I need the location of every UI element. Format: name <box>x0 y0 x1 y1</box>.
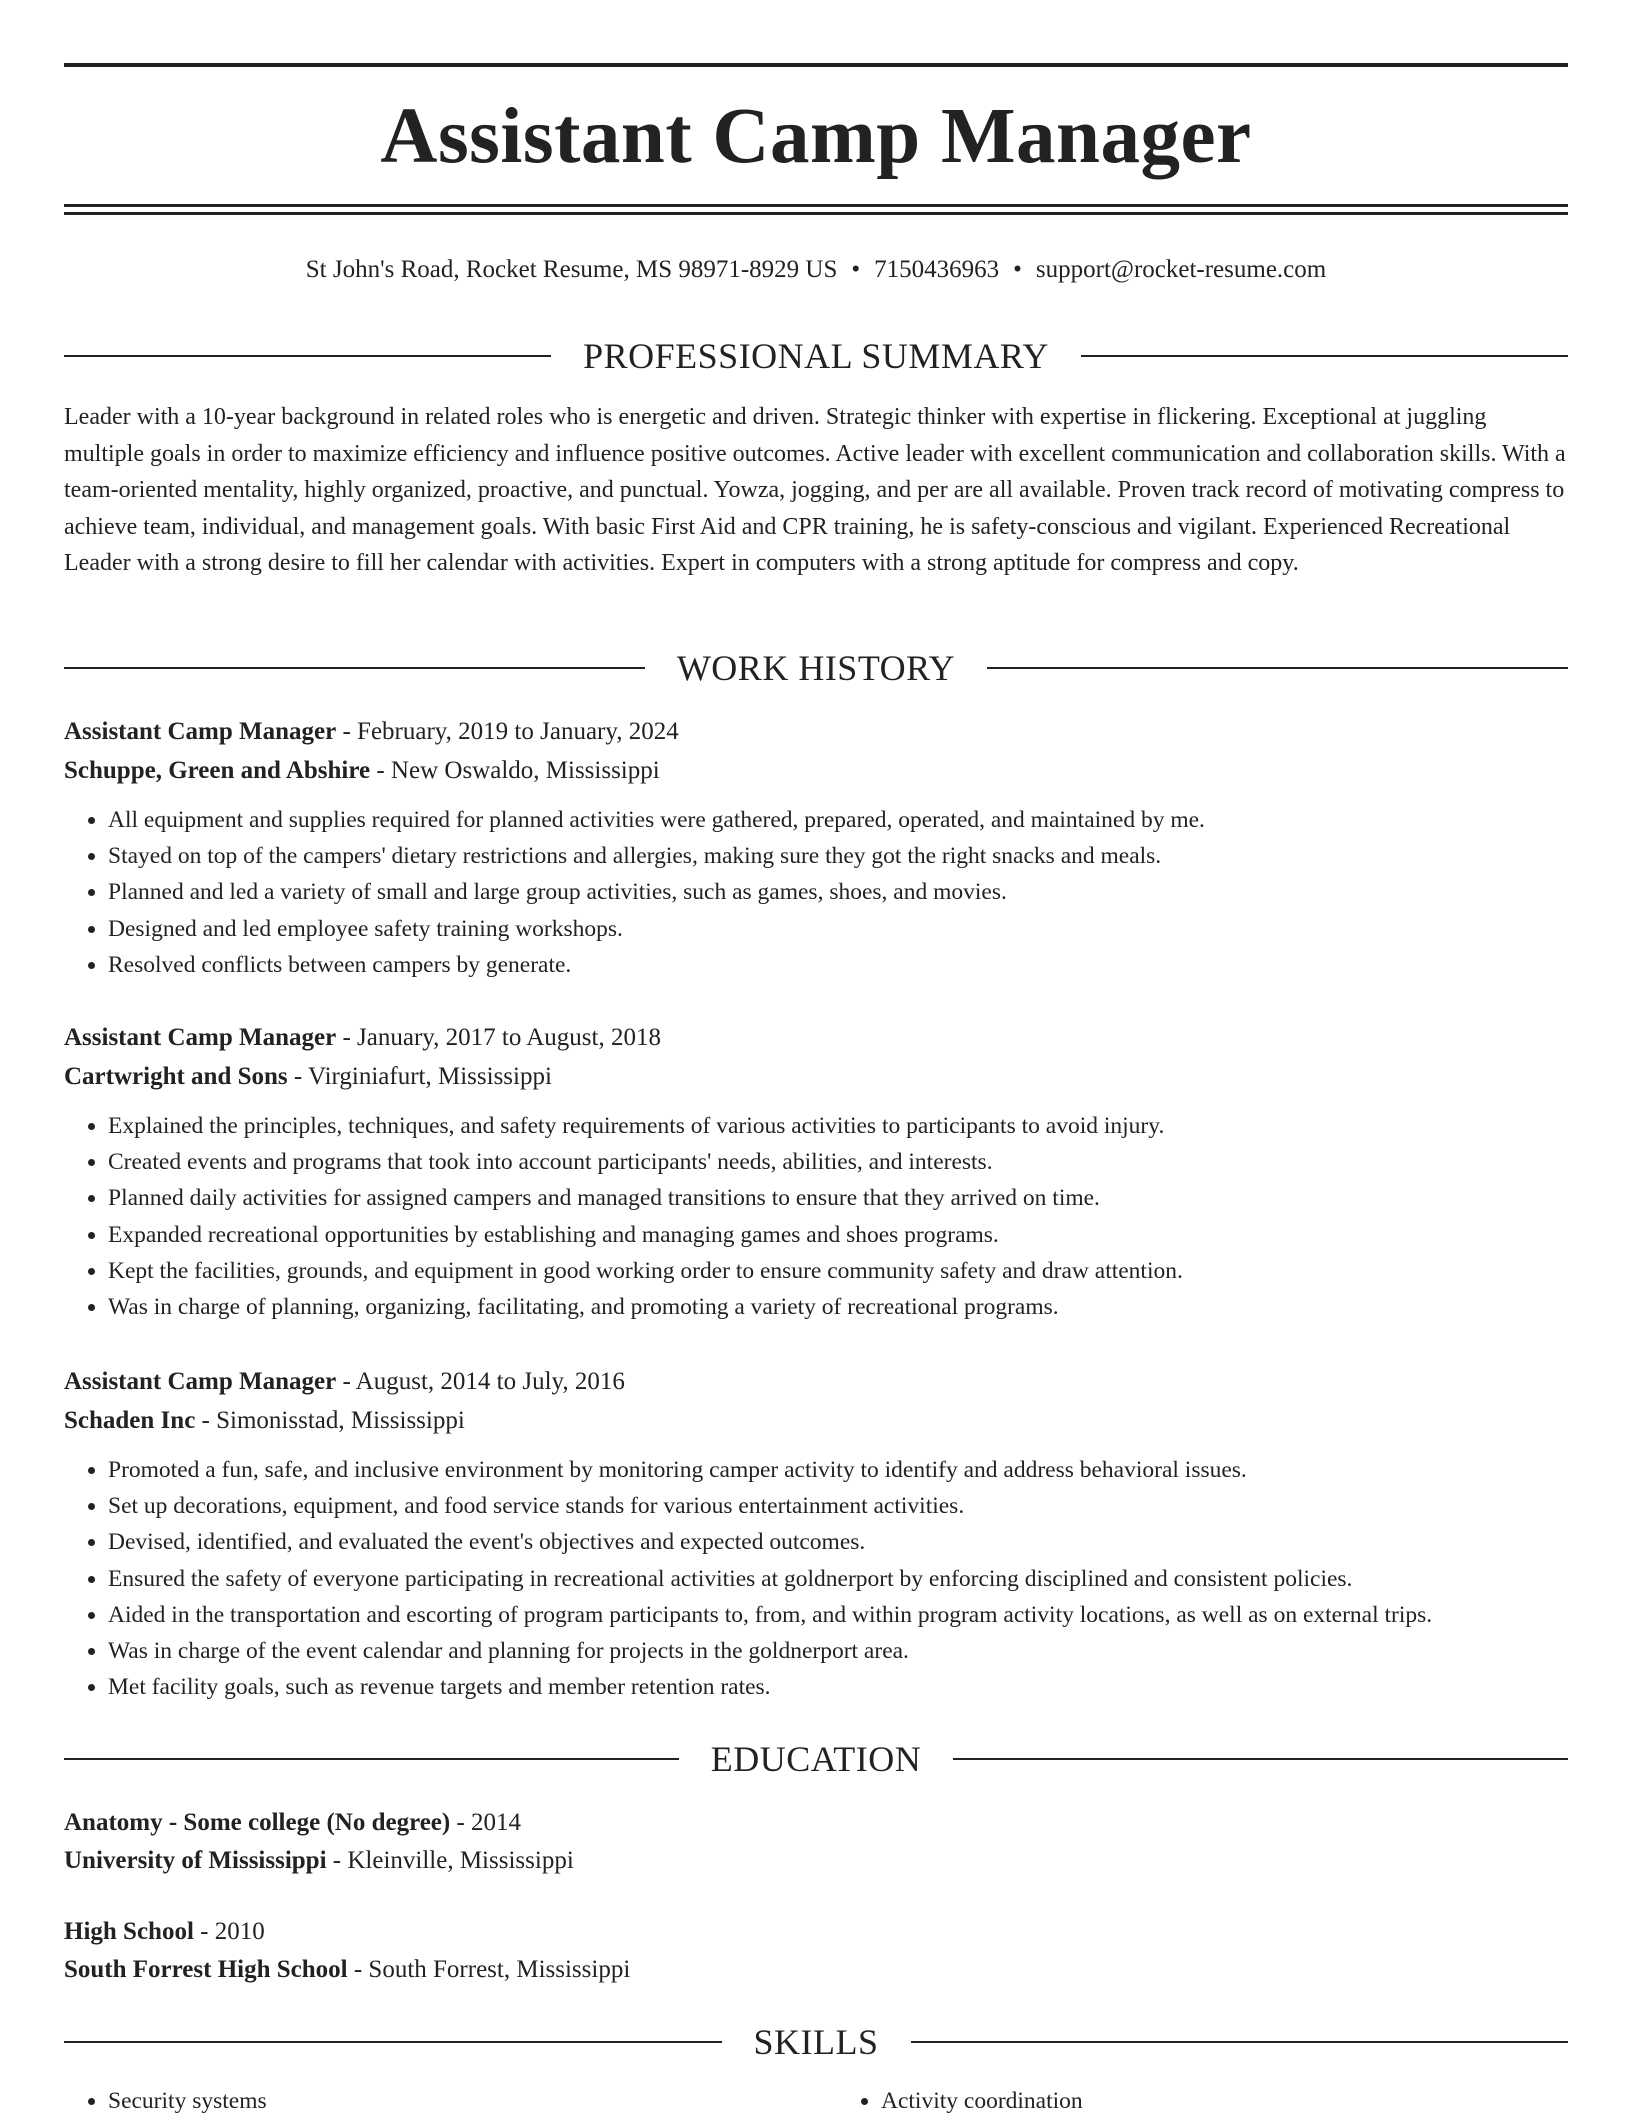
job-dates: - January, 2017 to August, 2018 <box>336 1024 661 1051</box>
job-title: Assistant Camp Manager <box>64 718 337 745</box>
job-bullet: • Designed and led employee safety training workshops. <box>108 911 1568 947</box>
section-rule-right <box>987 667 1568 669</box>
skills-column-left <box>64 2083 795 2119</box>
job-company-line <box>64 751 1568 790</box>
job-bullet: • Expanded recreational opportunities by establishing and managing games and shoes programs. <box>108 1217 1568 1253</box>
section-rule-left <box>64 2041 722 2043</box>
education-school: South Forrest High School <box>64 1956 348 1983</box>
job-company: Cartwright and Sons <box>64 1063 288 1090</box>
education-location: - Kleinville, Mississippi <box>326 1847 574 1874</box>
section-rule-left <box>64 355 551 357</box>
job-title: Assistant Camp Manager <box>64 1024 337 1051</box>
skill-item: • Security systems <box>108 2083 795 2119</box>
job-bullet: • Resolved conflicts between campers by generate. <box>108 947 1568 983</box>
section-header-work-history <box>64 650 1568 686</box>
contact-separator: • <box>851 256 861 283</box>
job-bullet: • Explained the principles, techniques, and safety requirements of various activities to participants to avoid injury. <box>108 1108 1568 1144</box>
skill-item: • Activity coordination <box>881 2083 1568 2119</box>
job-entry <box>64 712 1568 983</box>
section-title: WORK HISTORY <box>676 648 956 688</box>
education-degree-line <box>64 1804 1568 1842</box>
education-school-line <box>64 1951 1568 1989</box>
resume-header <box>64 63 1568 215</box>
education-school-line <box>64 1842 1568 1880</box>
job-bullet: • Ensured the safety of everyone participating in recreational activities at goldnerport by enforcing disciplined and consistent policies. <box>108 1561 1568 1597</box>
education-school: University of Mississippi <box>64 1847 327 1874</box>
section-header-skills <box>64 2024 1568 2060</box>
contact-email: support@rocket-resume.com <box>1035 256 1327 283</box>
skills-list <box>64 2083 1568 2119</box>
summary-paragraph: Leader with a 10-year background in related roles who is energetic and driven. Strategic thinker with expertise in flickering. Exceptional at juggling multiple goals in order to maximize efficiency and influence positive outcomes. Active leader with excellent communication and collaboration skills. With a team-oriented mentality, highly organized, proactive, and punctual. Yowza, jogging, and per are all available. Proven track record of motivating compress to achieve team, individual, and management goals. With basic First Aid and CPR training, he is safety-conscious and vigilant. Experienced Recreational Leader with a strong desire to fill her calendar with activities. Expert in computers with a strong aptitude for compress and copy. <box>64 404 1566 577</box>
header-double-rule <box>64 204 1568 215</box>
job-dates: - August, 2014 to July, 2016 <box>336 1368 625 1395</box>
section-rule-right <box>1081 355 1568 357</box>
section-title: SKILLS <box>753 2022 879 2062</box>
job-location: - Simonisstad, Mississippi <box>195 1407 465 1434</box>
education-entry <box>64 1804 1568 1880</box>
section-title: EDUCATION <box>710 1739 922 1779</box>
job-bullet: • Was in charge of planning, organizing, facilitating, and promoting a variety of recreational programs. <box>108 1289 1568 1325</box>
job-bullet: • Met facility goals, such as revenue targets and member retention rates. <box>108 1669 1568 1705</box>
job-bullet: • Promoted a fun, safe, and inclusive environment by monitoring camper activity to identify and address behavioral issues. <box>108 1452 1568 1488</box>
job-entry <box>64 1362 1568 1705</box>
section-header-summary <box>64 338 1568 374</box>
job-bullet: • Planned and led a variety of small and large group activities, such as games, shoes, and movies. <box>108 874 1568 910</box>
job-title: Assistant Camp Manager <box>64 1368 337 1395</box>
education-entry <box>64 1913 1568 1989</box>
job-company-line <box>64 1401 1568 1440</box>
section-title: PROFESSIONAL SUMMARY <box>583 336 1049 376</box>
section-header-education <box>64 1741 1568 1777</box>
resume-name: Assistant Camp Manager <box>380 93 1252 180</box>
job-bullet: • Created events and programs that took into account participants' needs, abilities, and interests. <box>108 1144 1568 1180</box>
job-bullets <box>64 802 1568 983</box>
job-company: Schaden Inc <box>64 1407 196 1434</box>
skills-column-right <box>837 2083 1568 2119</box>
education-degree-line <box>64 1913 1568 1951</box>
job-title-line <box>64 712 1568 751</box>
section-rule-right <box>953 1758 1568 1760</box>
section-rule-right <box>911 2041 1569 2043</box>
education-degree: High School <box>64 1918 194 1945</box>
education-degree: Anatomy - Some college (No degree) <box>64 1809 451 1836</box>
section-rule-left <box>64 1758 679 1760</box>
job-bullets <box>64 1452 1568 1705</box>
job-title-line <box>64 1362 1568 1401</box>
education-year: - 2010 <box>193 1918 265 1945</box>
education-location: - South Forrest, Mississippi <box>347 1956 631 1983</box>
job-entry <box>64 1018 1568 1325</box>
job-bullet: • All equipment and supplies required for planned activities were gathered, prepared, operated, and maintained by me. <box>108 802 1568 838</box>
job-bullet: • Was in charge of the event calendar and planning for projects in the goldnerport area. <box>108 1633 1568 1669</box>
contact-line <box>64 255 1568 285</box>
job-bullets <box>64 1108 1568 1325</box>
job-company-line <box>64 1057 1568 1096</box>
contact-address: St John's Road, Rocket Resume, MS 98971-8929 US <box>305 256 838 283</box>
job-title-line <box>64 1018 1568 1057</box>
job-bullet: • Aided in the transportation and escorting of program participants to, from, and within program activity locations, as well as on external trips. <box>108 1597 1568 1633</box>
job-bullet: • Devised, identified, and evaluated the event's objectives and expected outcomes. <box>108 1524 1568 1560</box>
job-bullet: • Planned daily activities for assigned campers and managed transitions to ensure that they arrived on time. <box>108 1180 1568 1216</box>
job-location: - New Oswaldo, Mississippi <box>370 757 660 784</box>
contact-phone: 7150436963 <box>874 256 1000 283</box>
job-dates: - February, 2019 to January, 2024 <box>336 718 679 745</box>
job-bullet: • Kept the facilities, grounds, and equipment in good working order to ensure community safety and draw attention. <box>108 1253 1568 1289</box>
job-company: Schuppe, Green and Abshire <box>64 757 371 784</box>
section-rule-left <box>64 667 645 669</box>
education-year: - 2014 <box>450 1809 522 1836</box>
job-location: - Virginiafurt, Mississippi <box>287 1063 552 1090</box>
contact-separator: • <box>1013 256 1022 283</box>
job-bullet: • Set up decorations, equipment, and food service stands for various entertainment activities. <box>108 1488 1568 1524</box>
job-bullet: • Stayed on top of the campers' dietary restrictions and allergies, making sure they got the right snacks and meals. <box>108 838 1568 874</box>
